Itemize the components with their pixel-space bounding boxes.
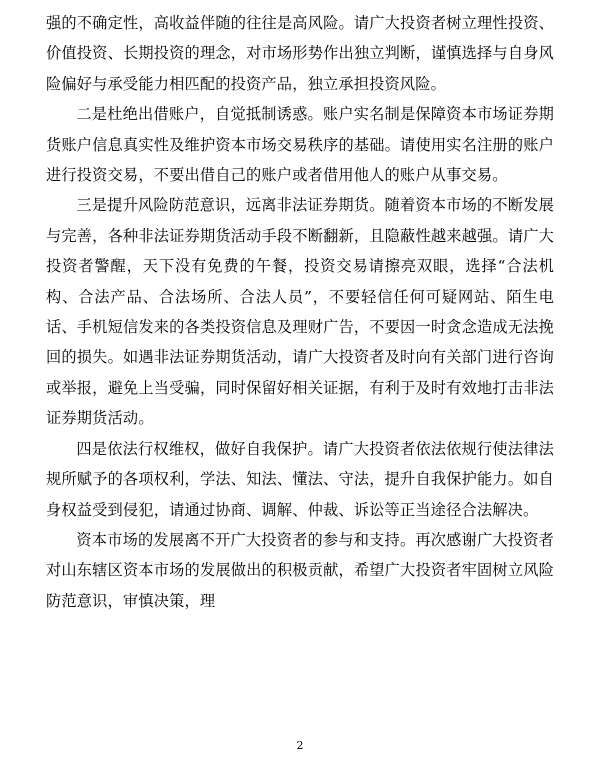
paragraph-1: 强的不确定性，高收益伴随的往往是高风险。请广大投资者树立理性投资、价值投资、长期投资的理念，对市场形势作出独立判断，谨慎选择与自身风险偏好与承受能力相匹配的投资产品，独立承担投资风险。 [46, 14, 554, 93]
paragraph-5: 资本市场的发展离不开广大投资者的参与和支持。再次感谢广大投资者对山东辖区资本市场的发展做出的积极贡献，希望广大投资者牢固树立风险防范意识，审慎决策，理 [46, 530, 554, 610]
page-number: 2 [296, 739, 304, 752]
paragraph-3: 三是提升风险防范意识，远离非法证券期货。随着资本市场的不断发展与完善，各种非法证券期货活动手段不断翻新，且隐蔽性越来越强。请广大投资者警醒，天下没有免费的午餐，投资交易请擦亮双眼，选择“合法机构、合法产品、合法场所、合法人员”，不要轻信任何可疑网站、陌生电话、手机短信发来的各类投资信息及理财广告，不要因一时贪念造成无法挽回的损失。如遇非法证券期货活动，请广大投资者及时向有关部门进行咨询或举报，避免上当受骗，同时保留好相关证据，有利于及时有效地打击非法证券期货活动。 [46, 196, 554, 428]
paragraph-4: 四是依法行权维权，做好自我保护。请广大投资者依法依规行使法律法规所赋予的各项权利，学法、知法、懂法、守法，提升自我保护能力。如自身权益受到侵犯，请通过协商、调解、仲裁、诉讼等正当途径合法解决。 [46, 439, 554, 519]
paragraph-2: 二是杜绝出借账户，自觉抵制诱惑。账户实名制是保障资本市场证券期货账户信息真实性及维护资本市场交易秩序的基础。请使用实名注册的账户进行投资交易，不要出借自己的账户或者借用他人的账户从事交易。 [46, 105, 554, 185]
